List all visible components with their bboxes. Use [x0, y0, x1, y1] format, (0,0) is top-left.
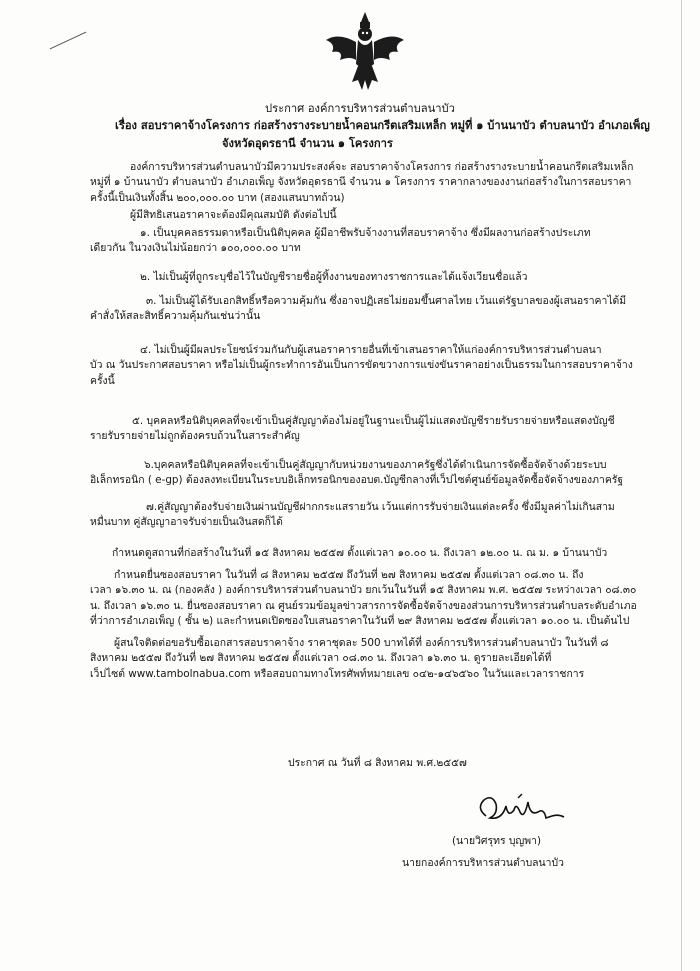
signer-name: (นายวิศรุทร บุญพา)	[452, 835, 542, 847]
text-line: บัว ณ วันประกาศสอบราคา หรือไม่เป็นผู้กระทำการอันเป็นการขัดขวางการแข่งขันราคาอย่างเป็นธรรมในการสอบราคาจ้าง	[90, 359, 633, 372]
intro-paragraph	[90, 160, 633, 206]
text-line: ผู้สนใจติดต่อขอรับซื้อเอกสารสอบราคาจ้าง ราคาชุดละ 500 บาทได้ที่ องค์การบริหารส่วนตำบลนาบัว ในวันที่ ๘	[114, 637, 609, 649]
text-line: ๖.บุคคลหรือนิติบุคคลที่จะเข้าเป็นคู่สัญญากับหน่วยงานของภาครัฐซึ่งได้ดำเนินการจัดซื้อจัดจ้างด้วยระบบ	[144, 459, 607, 471]
text-line: เวลา ๑๖.๓๐ น. ณ (กองคลัง ) องค์การบริหารส่วนตำบลนาบัว ยกเว้นในวันที่ ๑๕ สิงหาคม พ.ศ. ๒๕๕๗ ระหว่างเวลา ๐๘.๓๐	[90, 584, 637, 597]
subject-line-1: เรื่อง สอบราคาจ้างโครงการ ก่อสร้างรางระบายน้ำคอนกรีตเสริมเหล็ก หมู่ที่ ๑ บ้านนาบัว ตำบลนาบัว อำเภอเพ็ญ	[115, 119, 650, 132]
text-line: หมู่ที่ ๑ บ้านนาบัว ตำบลนาบัว อำเภอเพ็ญ จังหวัดอุดรธานี จำนวน ๑ โครงการ ราคากลางของงานก่อสร้างในการสอบราคา	[90, 176, 632, 189]
qualification-1	[90, 226, 591, 257]
subject-line-2: จังหวัดอุดรธานี จำนวน ๑ โครงการ	[222, 137, 393, 150]
text-line: กำหนดดูสถานที่ก่อสร้างในวันที่ ๑๕ สิงหาคม ๒๕๕๗ ตั้งแต่เวลา ๑๐.๐๐ น. ถึงเวลา ๑๒.๐๐ น. ณ ม. ๑ บ้านนาบัว	[112, 547, 608, 559]
announcement-title: ประกาศ องค์การบริหารส่วนตำบลนาบัว	[265, 102, 455, 115]
scan-edge	[681, 0, 682, 971]
submission-paragraph	[90, 568, 637, 630]
announcement-date: ประกาศ ณ วันที่ ๘ สิงหาคม พ.ศ.๒๕๕๗	[288, 757, 467, 769]
text-line: เดียวกัน ในวงเงินไม่น้อยกว่า ๑๐๐,๐๐๐.๐๐ บาท	[90, 242, 301, 255]
text-line: หมื่นบาท คู่สัญญาอาจรับจ่ายเป็นเงินสดก็ได้	[90, 516, 283, 529]
text-line: สิงหาคม ๒๕๕๗ ถึงวันที่ ๒๗ สิงหาคม ๒๕๕๗ ตั้งแต่เวลา ๐๘.๓๐ น. ถึงเวลา ๑๖.๓๐ น. ดูรายละเอียดได้ที่	[90, 652, 552, 665]
text-line: องค์การบริหารส่วนตำบลนาบัวมีความประสงค์จะ สอบราคาจ้างโครงการ ก่อสร้างรางระบายน้ำคอนกรีตเสริมเหล็ก	[130, 161, 634, 173]
text-line: ๗.คู่สัญญาต้องรับจ่ายเงินผ่านบัญชีฝากกระแสรายวัน เว้นแต่การรับจ่ายเงินแต่ละครั้ง ซึ่งมีมูลค่าไม่เกินสาม	[146, 501, 615, 513]
signature-icon	[472, 790, 572, 830]
text-line: ครั้งนี้เป็นเงินทั้งสิ้น ๒๐๐,๐๐๐.๐๐ บาท (สองแสนบาทถ้วน)	[90, 191, 345, 204]
qualification-6	[90, 458, 623, 489]
text-line: เว็ปไซต์ www.tambolnabua.com หรือสอบถามทางโทรศัพท์หมายเลข ๐๔๒-๑๔๖๕๖๐ ในวันและเวลาราชการ	[90, 667, 585, 680]
documents-paragraph	[90, 636, 609, 682]
qualification-5	[90, 414, 615, 445]
qualification-4	[90, 343, 633, 389]
qualification-3	[90, 294, 626, 325]
text-line: อิเล็กทรอนิก ( e-gp) ต้องลงทะเบียนในระบบอิเล็กทรอนิกของอบต.บัญชีกลางที่เว็ปไซต์ศูนย์ข้อมูลจัดซื้อจัดจ้างของภาครัฐ	[90, 474, 624, 487]
qualification-7	[90, 500, 615, 531]
garuda-emblem-icon	[322, 10, 408, 94]
text-line: ๓. ไม่เป็นผู้ได้รับเอกสิทธิ์หรือความคุ้มกัน ซึ่งอาจปฏิเสธไม่ยอมขึ้นศาลไทย เว้นแต่รัฐบาลของผู้เสนอราคาได้มี	[146, 295, 627, 307]
text-line: ที่ว่าการอำเภอเพ็ญ ( ชั้น ๒) และกำหนดเปิดซองใบเสนอราคาในวันที่ ๒๙ สิงหาคม ๒๕๕๗ ตั้งแต่เวลา ๑๐.๐๐ น. เป็นต้นไป	[90, 615, 630, 628]
qualification-2	[140, 270, 528, 285]
text-line: ครั้งนี้	[90, 374, 115, 387]
text-line: ๑. เป็นบุคคลธรรมดาหรือเป็นนิติบุคคล ผู้มีอาชีพรับจ้างงานที่สอบราคาจ้าง ซึ่งมีผลงานก่อสร้างประเภท	[140, 227, 591, 239]
text-line: คำสั่งให้สละสิทธิ์ความคุ้มกันเช่นว่านั้น	[90, 310, 261, 323]
text-line: ๔. ไม่เป็นผู้มีผลประโยชน์ร่วมกันกับผู้เสนอราคารายอื่นที่เข้าเสนอราคาให้แก่องค์การบริหารส่วนตำบลนา	[140, 344, 602, 356]
signer-title: นายกองค์การบริหารส่วนตำบลนาบัว	[402, 857, 564, 869]
text-line: รายรับรายจ่ายไม่ถูกต้องครบถ้วนในสาระสำคัญ	[90, 430, 300, 443]
text-line: น. ถึงเวลา ๑๖.๓๐ น. ยื่นซองสอบราคา ณ ศูนย์รวมข้อมูลข่าวสารการจัดซื้อจัดจ้างของส่วนการบริหารส่วนตำบลระดับอำเภอ	[90, 599, 637, 612]
text-line: กำหนดยื่นซองสอบราคา ในวันที่ ๘ สิงหาคม ๒๕๕๗ ถึงวันที่ ๒๗ สิงหาคม ๒๕๕๗ ตั้งแต่เวลา ๐๘.๓๐ น. ถึง	[114, 569, 584, 581]
scan-mark	[50, 32, 87, 50]
text-line: ๕. บุคคลหรือนิติบุคคลที่จะเข้าเป็นคู่สัญญาต้องไม่อยู่ในฐานะเป็นผู้ไม่แสดงบัญชีรายรับรายจ่ายหรือแสดงบัญชี	[132, 415, 615, 427]
site-visit-paragraph	[112, 546, 607, 561]
text-line: ๒. ไม่เป็นผู้ที่ถูกระบุชื่อไว้ในบัญชีรายชื่อผู้ทิ้งงานของทางราชการและได้แจ้งเวียนชื่อแล้ว	[140, 271, 528, 283]
qualification-heading: ผู้มีสิทธิเสนอราคาจะต้องมีคุณสมบัติ ดังต่อไปนี้	[130, 209, 337, 221]
